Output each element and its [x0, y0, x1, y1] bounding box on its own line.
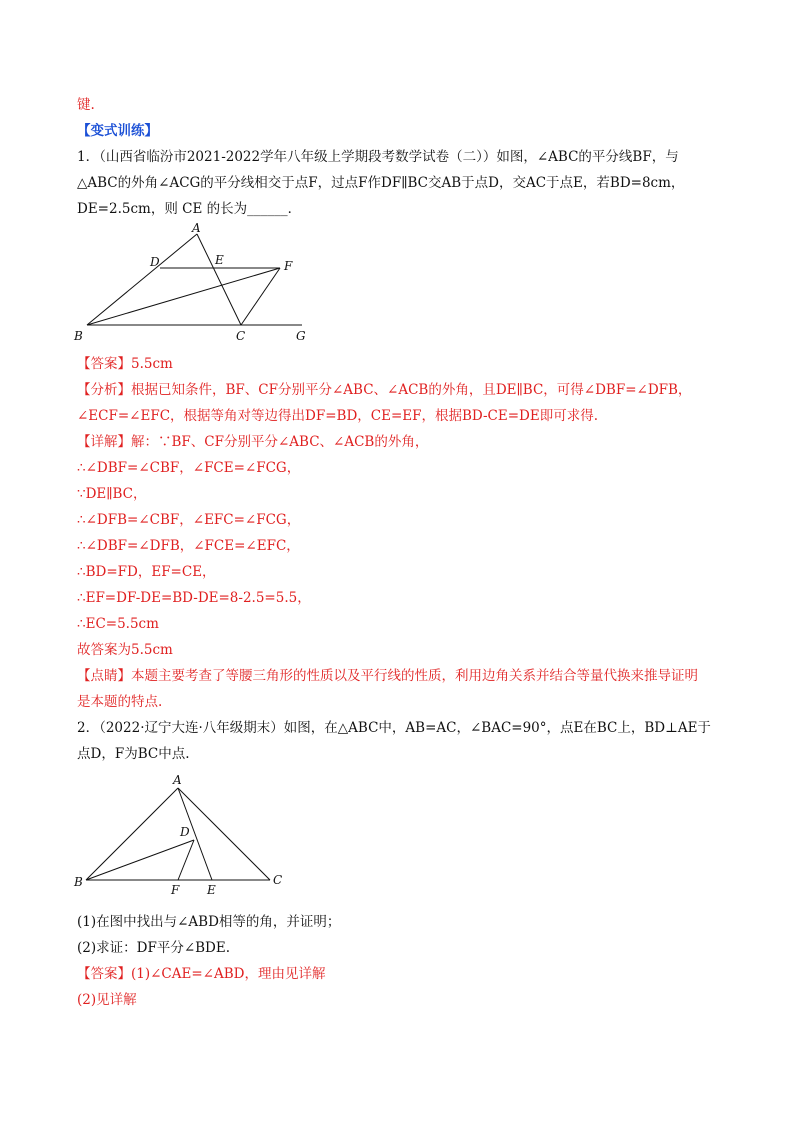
q1-label-E: E: [215, 253, 224, 267]
q1-detail-line2: ∵DE∥BC，: [77, 486, 147, 502]
q1-label-D: D: [150, 255, 160, 269]
q2-seg-BD: [86, 840, 194, 880]
q1-seg-CF: [241, 268, 280, 325]
q1-label-A: A: [192, 222, 201, 235]
q1-comment-line1: 【点睛】本题主要考查了等腰三角形的性质以及平行线的性质，利用边角关系并结合等量代换来推导证明: [77, 668, 698, 684]
q2-text-line2: 点D，F为BC中点.: [77, 746, 190, 762]
q1-figure: [70, 222, 330, 347]
q1-label-C: C: [236, 329, 246, 343]
q2-label-D: D: [180, 825, 190, 839]
q1-detail-line6: ∴EF=DF-DE=BD-DE=8-2.5=5.5，: [77, 590, 311, 606]
q1-text-line1: 1．（山西省临汾市2021-2022学年八年级上学期段考数学试卷（二））如图，∠ABC的平分线BF，与: [77, 149, 679, 165]
q1-analysis-line2: ∠ECF=∠EFC，根据等角对等边得出DF=BD，CE=EF，根据BD-CE=DE即可求得.: [77, 408, 599, 424]
q1-detail-line1: ∴∠DBF=∠CBF，∠FCE=∠FCG，: [77, 460, 301, 476]
q2-seg-DF: [178, 840, 194, 880]
q2-part1: (1)在图中找出与∠ABD相等的角，并证明；: [77, 914, 341, 930]
q2-part2: (2)求证：DF平分∠BDE.: [77, 940, 231, 956]
q1-seg-BA: [87, 234, 197, 325]
q2-figure: [70, 772, 300, 897]
q1-detail-line4: ∴∠DBF=∠DFB，∠FCE=∠EFC，: [77, 538, 300, 554]
q1-detail-line7: ∴EC=5.5cm: [77, 616, 159, 632]
q2-text-line1: 2．（2022·辽宁大连·八年级期末）如图，在△ABC中，AB=AC，∠BAC=90°，点E在BC上，BD⊥AE于: [77, 720, 711, 736]
q1-detail-line3: ∴∠DFB=∠CBF，∠EFC=∠FCG，: [77, 512, 301, 528]
q1-label-G: G: [296, 329, 306, 343]
q1-text-line2: △ABC的外角∠ACG的平分线相交于点F，过点F作DF∥BC交AB于点D，交AC于点E，若BD=8cm，: [77, 175, 685, 191]
section-title: 【变式训练】: [77, 123, 158, 139]
q1-detail-line5: ∴BD=FD，EF=CE，: [77, 564, 216, 580]
q1-label-F: F: [284, 259, 293, 273]
q2-seg-AB: [86, 788, 178, 880]
q1-answer: 【答案】5.5cm: [77, 356, 173, 372]
q1-analysis-line1: 【分析】根据已知条件，BF、CF分别平分∠ABC、∠ACB的外角，且DE∥BC，可得∠DBF=∠DFB，: [77, 382, 692, 398]
q1-detail-line8: 故答案为5.5cm: [77, 642, 173, 658]
q2-label-A: A: [173, 773, 182, 787]
q2-label-F: F: [171, 883, 180, 897]
q2-answer-line2: (2)见详解: [77, 992, 137, 1008]
q1-seg-BF: [87, 268, 280, 325]
q2-seg-AC: [178, 788, 270, 880]
q1-label-B: B: [74, 329, 83, 343]
q1-text-line3: DE=2.5cm，则 CE 的长为______．: [77, 201, 302, 217]
q2-answer-line1: 【答案】(1)∠CAE=∠ABD，理由见详解: [77, 966, 326, 982]
q2-label-E: E: [207, 883, 216, 897]
q1-detail-line0: 【详解】解：∵BF、CF分别平分∠ABC、∠ACB的外角，: [77, 434, 429, 450]
q2-label-C: C: [273, 873, 283, 887]
q1-comment-line2: 是本题的特点.: [77, 694, 163, 710]
q2-label-B: B: [74, 875, 83, 889]
previous-text-tail: 键.: [77, 97, 95, 113]
q1-seg-AC: [197, 234, 241, 325]
